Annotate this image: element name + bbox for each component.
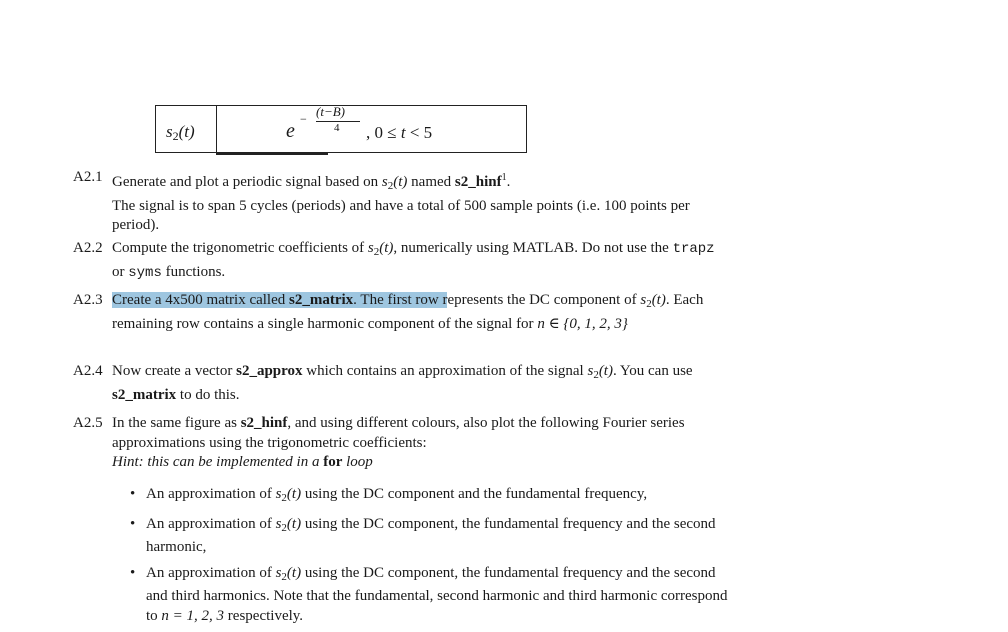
item-a2-5 [73,414,723,473]
text: using the DC component, the fundamental frequency and the second harmonic, [146,515,716,555]
table-bottom-stub [216,153,328,155]
text: . [506,174,511,190]
text: , and using different colours, also plot the following Fourier series approximations using the trigonometric coefficients: [112,415,685,451]
condition-variable: t [400,123,406,142]
text: . The first row r [353,292,448,308]
bullet-list [130,485,730,632]
text: , numerically using MATLAB. Do not use the [393,240,673,256]
formula-condition [366,123,432,143]
text: using the DC component, the fundamental frequency and the second and third harmonics. Note that the fundamental, second harmonic and third harmonic correspond to [146,564,728,624]
signal-argument: (t) [178,122,195,141]
text: . You can use [612,363,693,379]
var-s2-hinf: s2_hinf [240,415,288,431]
code-trapz: trapz [672,241,715,257]
text: loop [342,454,373,470]
formula-minus: − [300,112,307,126]
item-a2-1 [73,168,723,236]
signal-subscript: 2 [172,129,179,143]
item-label: A2.1 [73,169,103,185]
hint-line [112,453,723,473]
formula-numerator: (t−B) [316,104,345,119]
keyword-for: for [323,454,343,470]
text-selection[interactable] [112,292,447,308]
list-item [130,564,730,627]
item-a2-1-detail: The signal is to span 5 cycles (periods) and have a total of 500 sample points (i.e. 100 points per period). [112,197,690,233]
math-s2t: $s_2(t)$ [640,292,666,310]
text: or [112,263,129,280]
var-s2-matrix: s2_matrix [289,292,354,308]
item-a2-3 [73,291,723,334]
signal-formula-cell [286,106,516,152]
text: Generate and plot a periodic signal based on [112,174,382,190]
item-label: A2.2 [73,240,103,256]
list-item [130,485,730,509]
text: respectively. [224,607,304,624]
math-s2t: $s_2(t)$ [587,363,613,381]
text: In the same figure as [112,415,241,431]
text: Now create a vector [112,363,237,379]
math-n-set: n ∈ {0, 1, 2, 3} [537,315,628,332]
math-s2t: $s_2(t)$ [381,174,408,192]
text: . Each remaining row contains a single harmonic component of the signal for [112,292,704,332]
text: which contains an approximation of the signal [302,363,588,379]
text: named [407,174,455,190]
formula-denominator: 4 [334,122,340,134]
bullet-icon: • [130,564,136,581]
var-s2-approx: s2_approx [236,363,303,379]
item-label: A2.3 [73,292,103,308]
bullet-icon: • [130,486,136,502]
item-label: A2.4 [73,363,103,379]
math-s2t: $s_2(t)$ [275,515,302,534]
item-a2-4 [73,362,723,405]
item-label: A2.5 [73,415,103,431]
var-s2-hinf: s2_hinf [454,174,502,190]
math-s2t: $s_2(t)$ [275,564,302,583]
math-n-values: n = 1, 2, 3 [161,607,225,624]
signal-symbol: s [166,122,173,141]
text: An approximation of [146,486,276,502]
text: to do this. [176,386,240,403]
text: Create a 4x500 matrix called [112,292,290,308]
text: epresents the DC component of [447,292,641,308]
item-a2-2 [73,239,723,283]
code-syms: syms [128,264,162,281]
math-s2t: $s_2(t)$ [275,486,302,504]
list-item [130,515,730,558]
var-s2-matrix: s2_matrix [112,386,177,403]
text: An approximation of [146,564,276,581]
text: functions. [161,263,226,280]
signal-table [155,105,527,153]
condition-suffix: < 5 [405,123,433,142]
formula-base: e [286,120,295,142]
bullet-icon: • [130,515,136,532]
text: An approximation of [146,515,276,532]
table-divider [216,106,217,152]
condition-prefix: , 0 ≤ [366,123,401,142]
text: Hint: this can be implemented in a [112,454,324,470]
text: using the DC component and the fundamental frequency, [301,486,648,502]
signal-name-cell [166,122,195,144]
text: Compute the trigonometric coefficients of [112,240,368,256]
footnote-mark: 1 [501,172,507,183]
math-s2t: $s_2(t)$ [367,240,394,258]
